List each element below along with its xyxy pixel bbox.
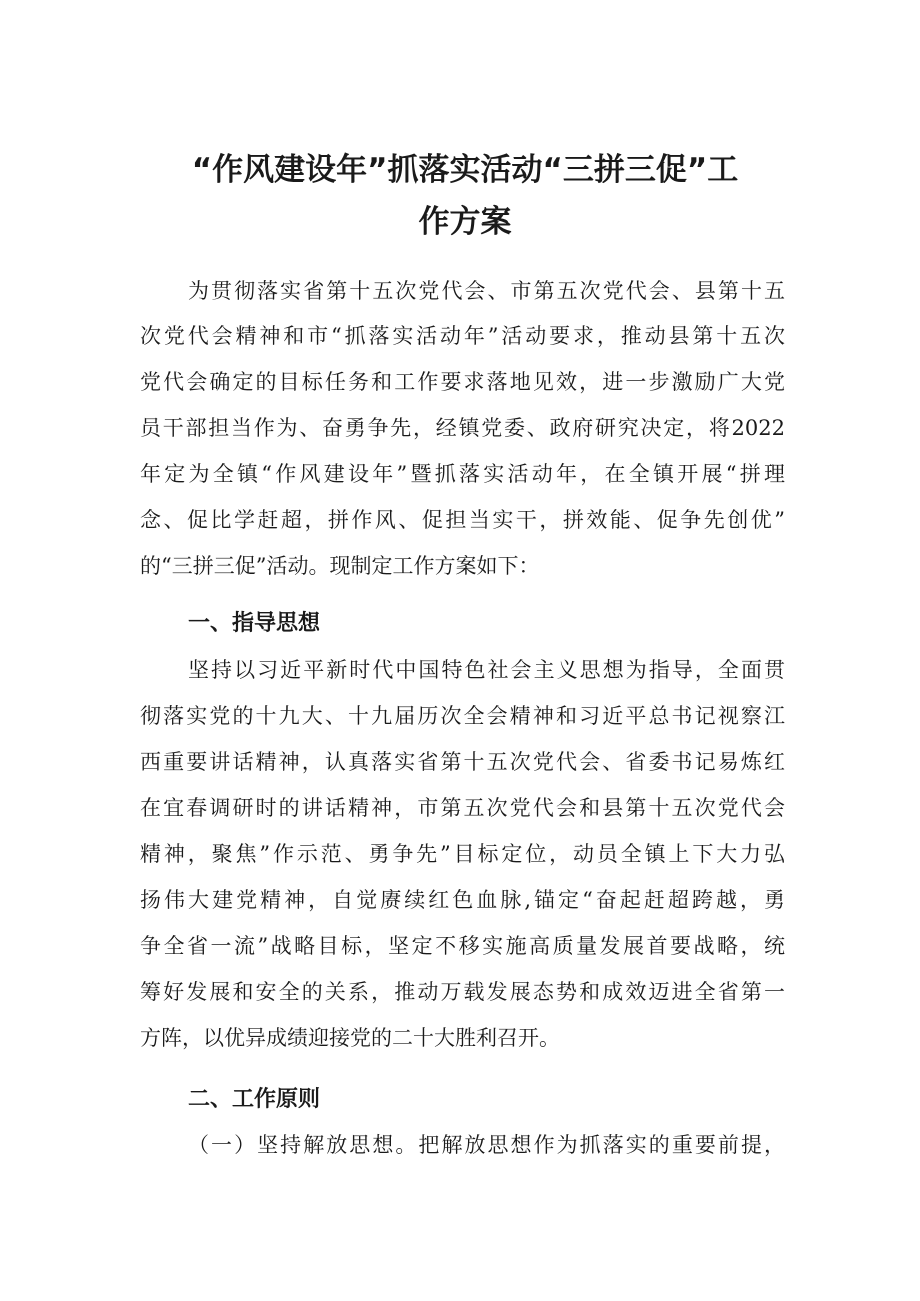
- section1-line: 彻落实党的十九大、十九届历次全会精神和习近平总书记视察江: [140, 704, 785, 728]
- intro-line: 的“三拼三促”活动。现制定工作方案如下：: [140, 554, 540, 578]
- section2-line: （一）坚持解放思想。把解放思想作为抓落实的重要前提，: [188, 1133, 785, 1157]
- section1-line: 精神，聚焦”作示范、勇争先”目标定位，动员全镇上下大力弘: [140, 842, 785, 866]
- intro-line: 念、促比学赶超，拼作风、促担当实干，拼效能、促争先创优”: [140, 508, 785, 532]
- intro-line: 次党代会精神和市“抓落实活动年”活动要求，推动县第十五次: [140, 324, 785, 348]
- section1-line: 方阵，以优异成绩迎接党的二十大胜利召开。: [140, 1026, 560, 1050]
- document-title-line-1: “作风建设年”抓落实活动“三拼三促”工: [191, 152, 739, 188]
- section1-line: 争全省一流”战略目标，坚定不移实施高质量发展首要战略，统: [140, 934, 785, 958]
- intro-line: 年定为全镇“作风建设年”暨抓落实活动年，在全镇开展“拼理: [140, 462, 785, 486]
- section1-line: 西重要讲话精神，认真落实省第十五次党代会、省委书记易炼红: [140, 750, 785, 774]
- document-title-line-2: 作方案: [418, 204, 512, 240]
- section-heading-work-principles: 二、工作原则: [188, 1087, 321, 1112]
- section1-line: 在宜春调研时的讲话精神，市第五次党代会和县第十五次党代会: [140, 796, 785, 820]
- section1-line: 扬伟大建党精神，自觉赓续红色血脉,锚定“奋起赶超跨越，勇: [140, 888, 785, 912]
- intro-line: 党代会确定的目标任务和工作要求落地见效，进一步激励广大党: [140, 370, 785, 394]
- intro-line: 员干部担当作为、奋勇争先，经镇党委、政府研究决定，将2022: [140, 416, 785, 440]
- section1-line: 筹好发展和安全的关系，推动万载发展态势和成效迈进全省第一: [140, 980, 785, 1004]
- intro-line: 为贯彻落实省第十五次党代会、市第五次党代会、县第十五: [188, 279, 785, 303]
- section1-line: 坚持以习近平新时代中国特色社会主义思想为指导，全面贯: [188, 658, 785, 682]
- section-heading-guiding-ideology: 一、指导思想: [188, 611, 321, 636]
